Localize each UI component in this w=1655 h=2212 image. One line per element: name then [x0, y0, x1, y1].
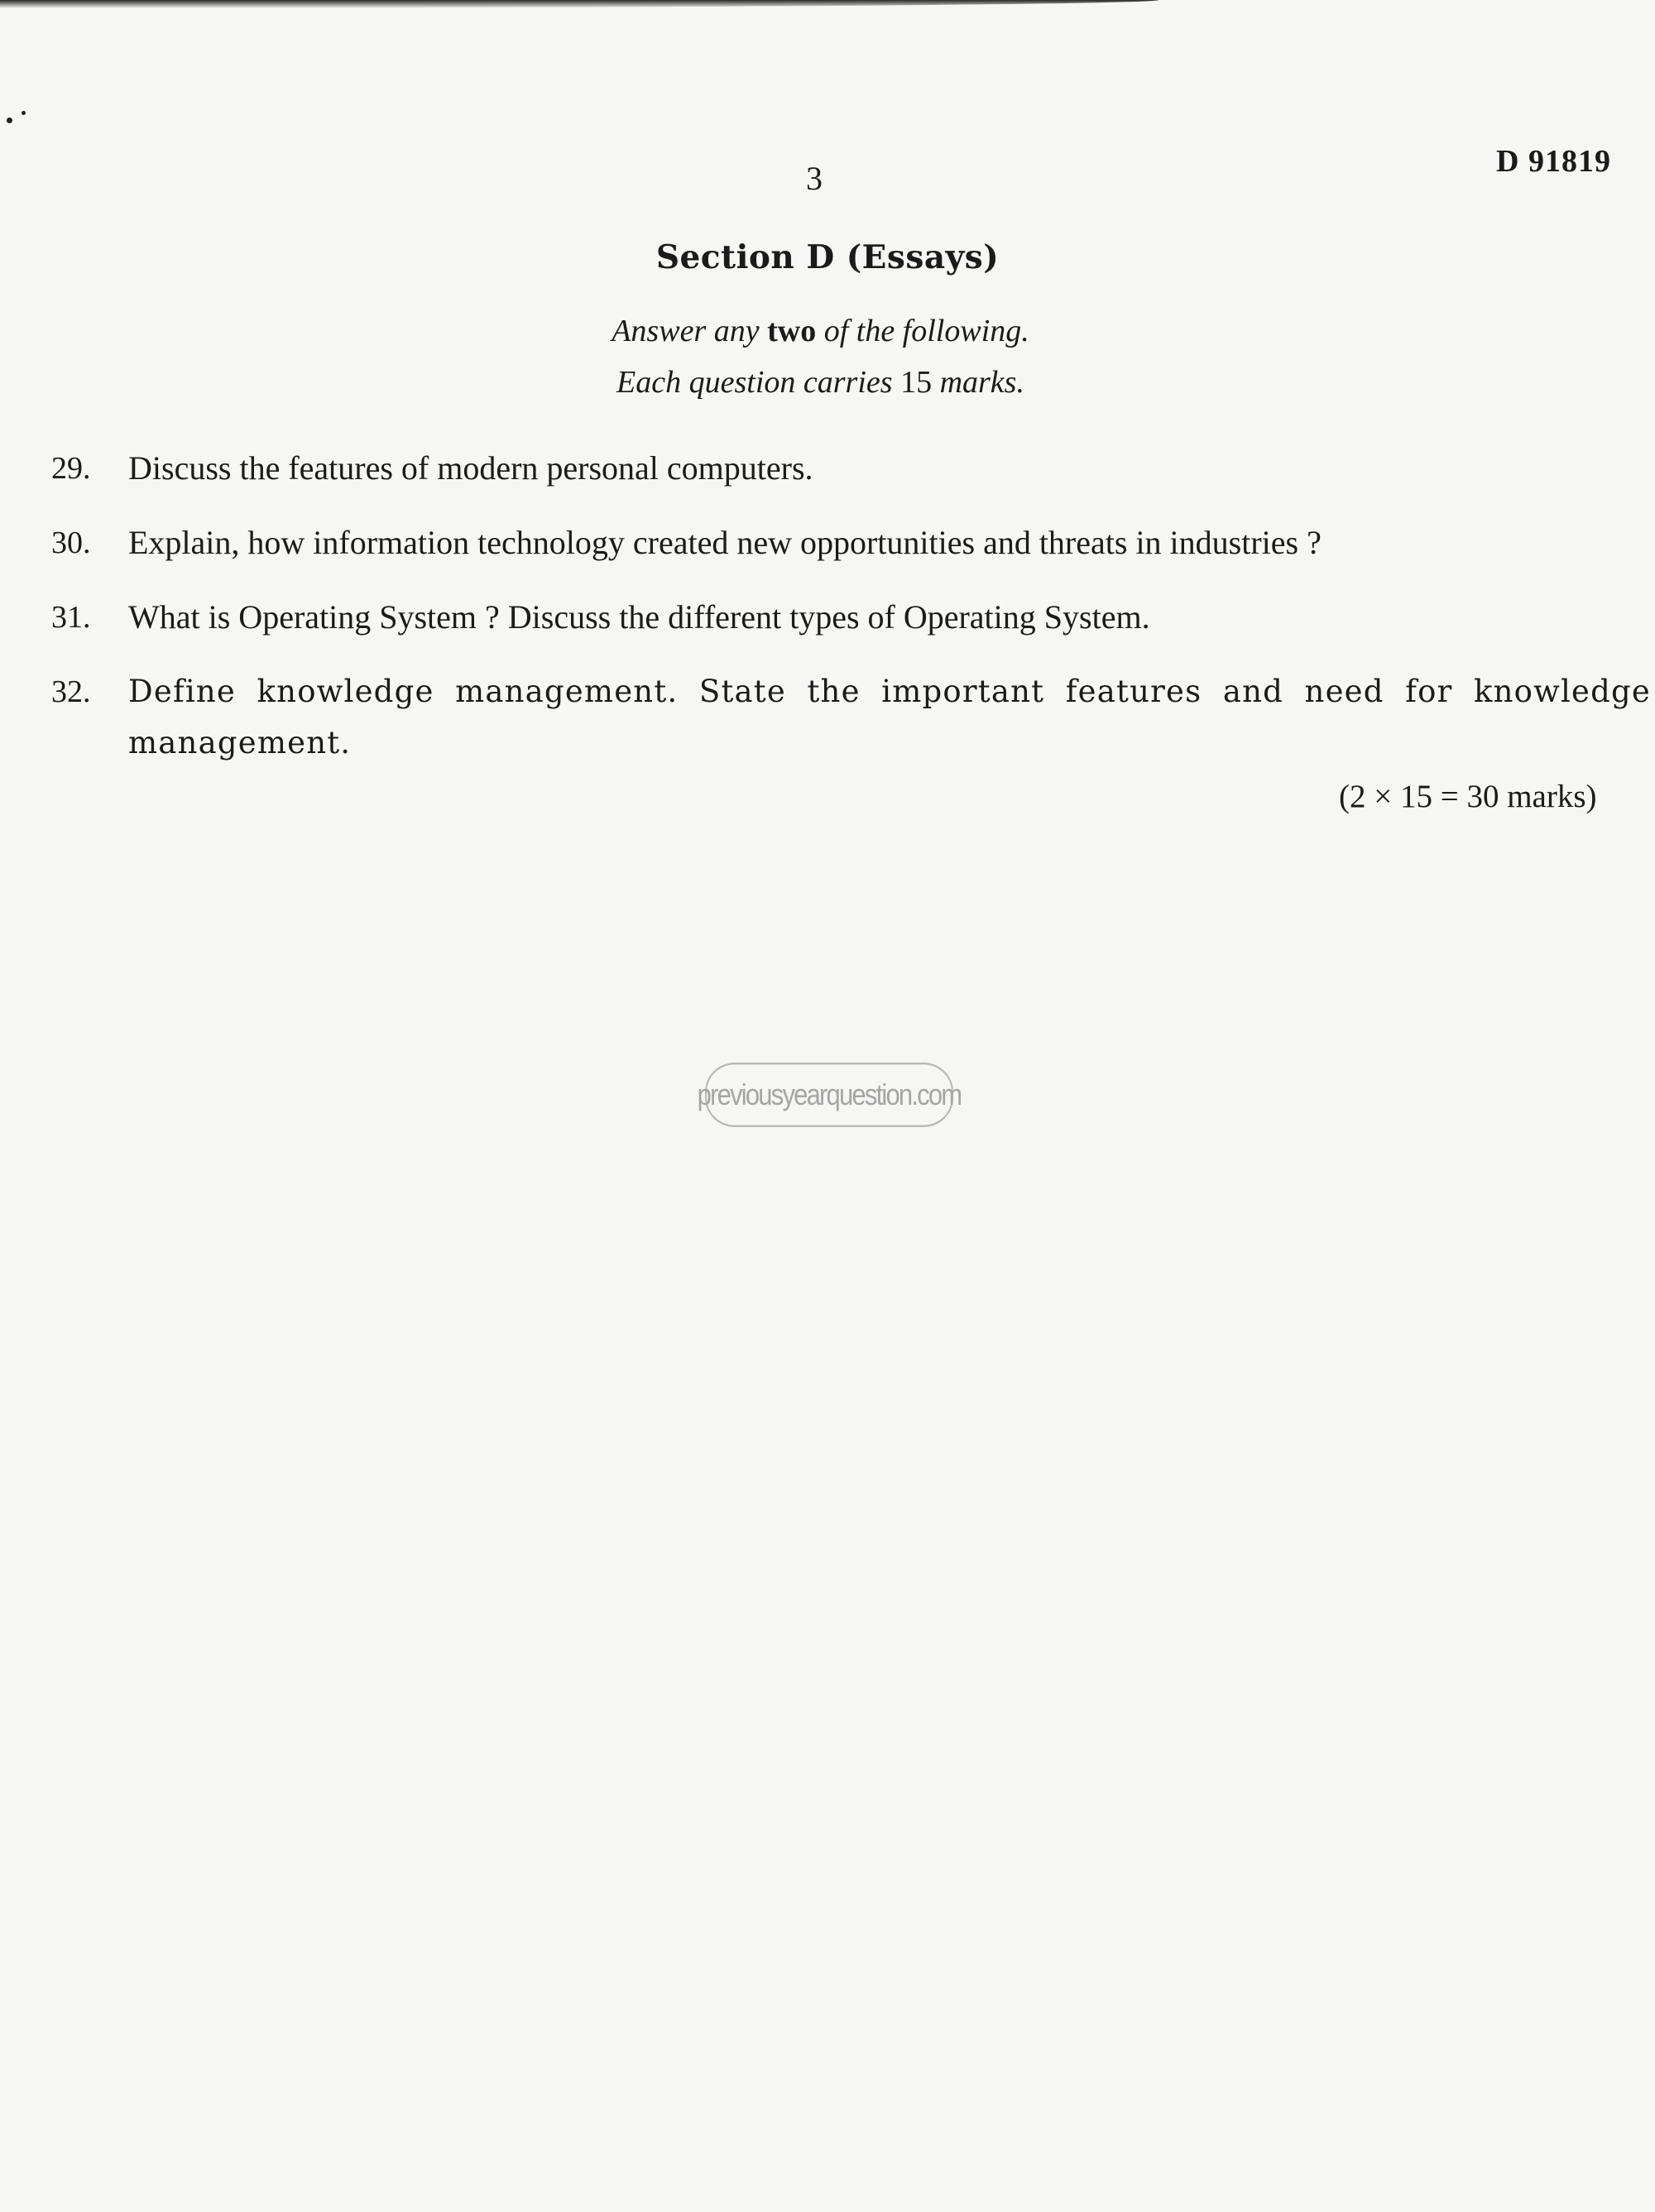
instruction-text: marks. — [932, 365, 1024, 400]
question-number: 31. — [51, 600, 91, 635]
instruction-text: Answer any — [612, 314, 768, 348]
watermark-logo: previousyearquestion.com — [705, 1063, 953, 1127]
question-text: Explain, how information technology created new opportunities and threats in industries ? — [128, 524, 1322, 561]
question-text: Discuss the features of modern personal computers. — [128, 449, 813, 487]
question-number: 30. — [51, 525, 91, 560]
instruction-marks — [0, 364, 1641, 401]
paper-code: D 91819 — [1496, 144, 1611, 179]
page-number: 3 — [806, 160, 823, 197]
instruction-answer-any — [0, 313, 1641, 349]
instruction-emphasis: two — [767, 314, 817, 348]
section-title: Section D (Essays) — [655, 238, 1000, 276]
question-text: Define knowledge management. State the important features and need for knowledge management. — [128, 674, 1651, 761]
instruction-marks-value: 15 — [900, 365, 933, 400]
instruction-text: of the following. — [816, 314, 1029, 348]
scan-speck — [7, 118, 12, 123]
question-text: What is Operating System ? Discuss the different types of Operating System. — [128, 598, 1150, 636]
question-number: 32. — [51, 674, 91, 709]
instruction-text: Each question carries — [616, 365, 901, 400]
scan-speck — [22, 111, 26, 115]
marks-summary: (2 × 15 = 30 marks) — [1339, 779, 1597, 814]
question-number: 29. — [51, 451, 91, 486]
page-edge-shadow — [0, 0, 1158, 8]
